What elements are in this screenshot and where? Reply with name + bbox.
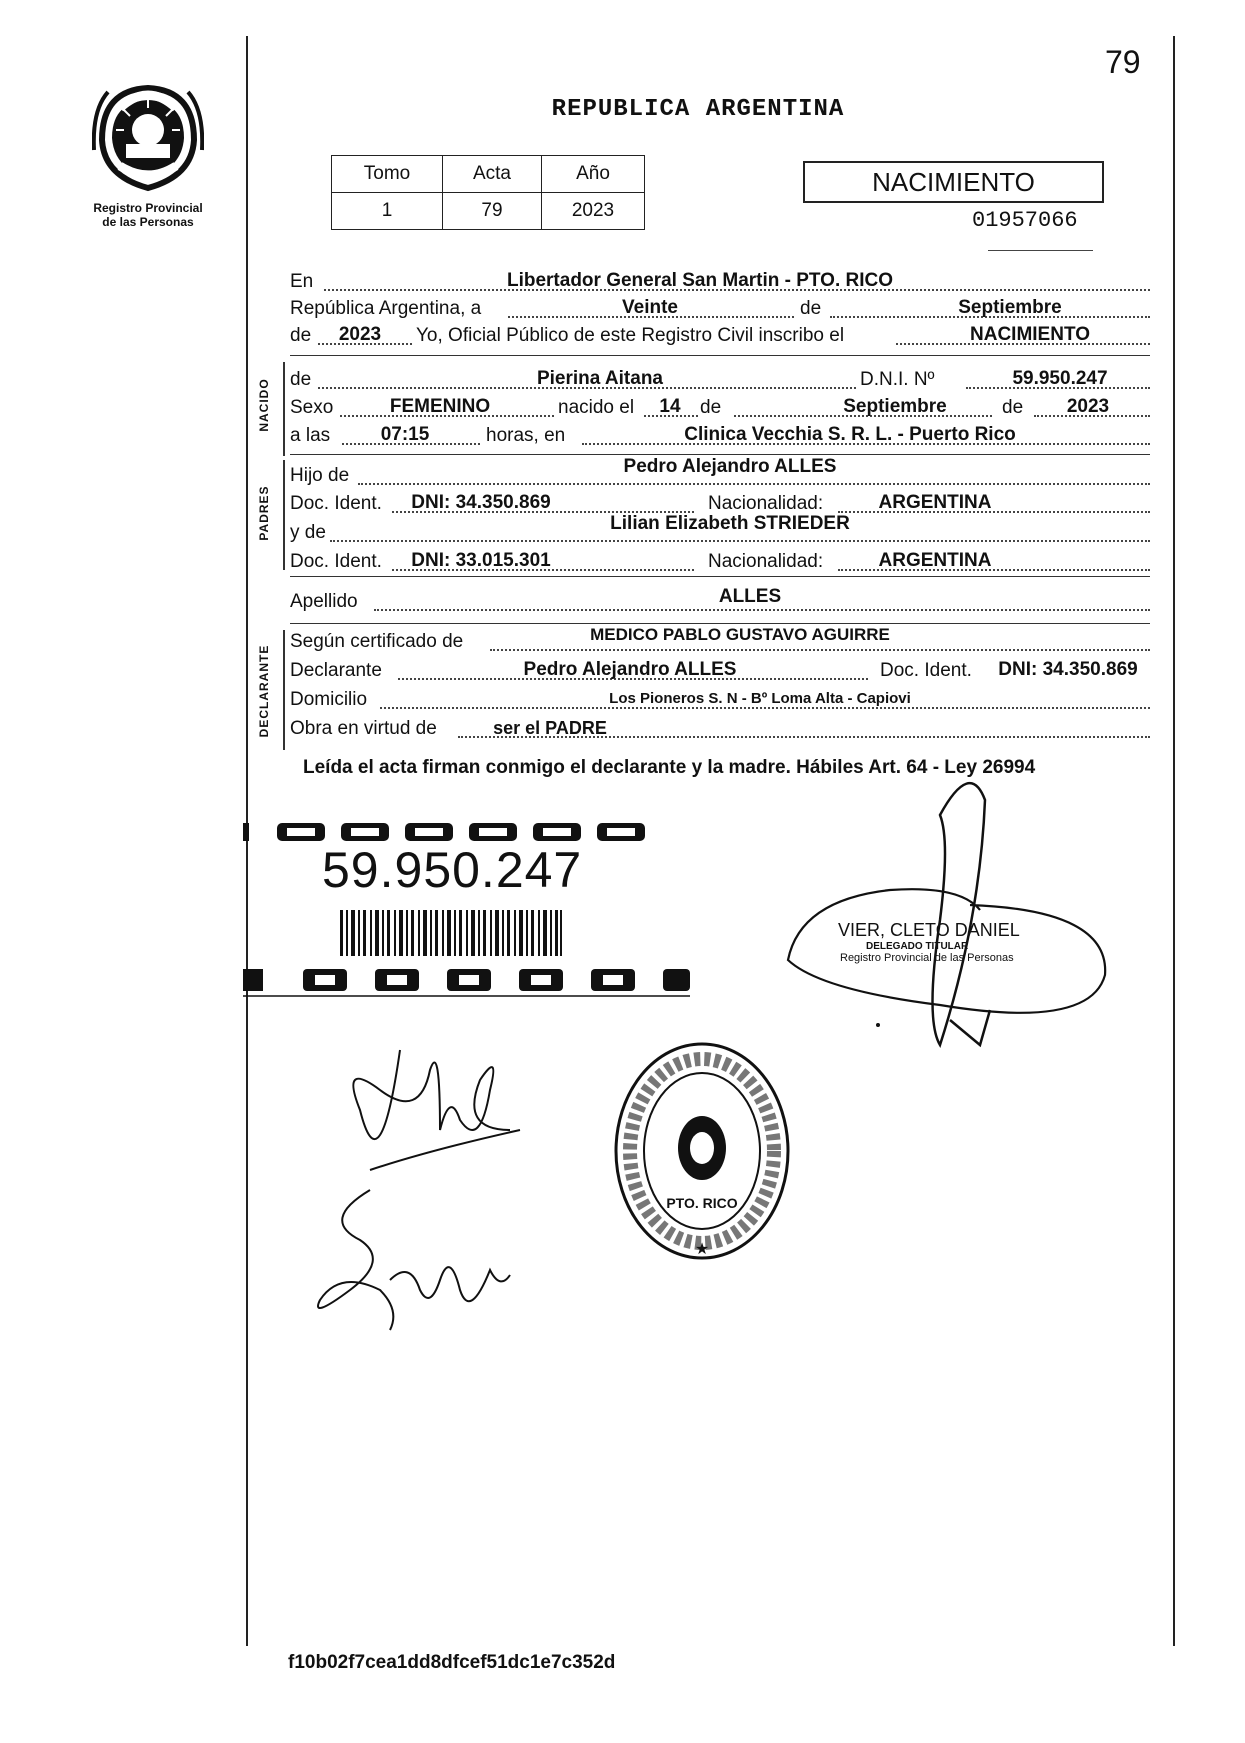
obra-value: ser el PADRE	[493, 718, 607, 738]
closing-note: Leída el acta firman conmigo el declarante y la madre. Hábiles Art. 64 - Ley 26994	[303, 757, 1036, 778]
cert-value: MEDICO PABLO GUSTAVO AGUIRRE	[590, 625, 890, 644]
child-name-value: Pierina Aitana	[536, 368, 663, 389]
anio-header: Año	[542, 156, 645, 193]
separator	[290, 355, 1150, 356]
doc-label: Doc. Ident.	[290, 493, 382, 514]
decl-value: Pedro Alejandro ALLES	[523, 659, 737, 680]
official-seal-icon	[612, 1040, 792, 1262]
right-margin-line	[1173, 36, 1175, 1646]
officer-org: Registro Provincial de las Personas	[840, 952, 1014, 964]
separator	[290, 576, 1150, 577]
dom-label: Domicilio	[290, 689, 368, 710]
hijo-label: Hijo de	[290, 465, 350, 486]
dni-label: D.N.I. Nº	[860, 369, 935, 390]
birth-day-value: 14	[659, 396, 681, 417]
month-value: Septiembre	[958, 297, 1062, 318]
row-declarante	[290, 658, 1150, 684]
row-madre	[290, 513, 1150, 546]
padres-section-label: PADRES	[257, 485, 271, 541]
barcode-graphic	[340, 910, 562, 956]
birth-month-value: Septiembre	[843, 396, 947, 417]
cert-label: Según certificado de	[290, 631, 464, 652]
yde-label: y de	[290, 522, 326, 543]
register-table	[331, 155, 645, 230]
row-anio	[290, 323, 1150, 349]
serial-underline	[988, 250, 1093, 251]
de-label: de	[700, 397, 722, 418]
row-sexo	[290, 395, 1150, 421]
nac-label: Nacionalidad:	[708, 493, 824, 514]
republic-label: República Argentina, a	[290, 298, 482, 319]
dots	[358, 479, 1150, 485]
de-label: de	[800, 298, 822, 319]
declarante-bar	[283, 630, 285, 750]
horas-label: horas, en	[486, 425, 566, 446]
serial-number: 01957066	[972, 208, 1078, 233]
dom-value: Los Pioneros S. N - Bº Loma Alta - Capiovi	[609, 690, 911, 707]
decl-label: Declarante	[290, 660, 382, 681]
decl-doc-value: DNI: 34.350.869	[998, 659, 1138, 680]
act-type-value: NACIMIENTO	[970, 324, 1090, 345]
doc-label: Doc. Ident.	[290, 551, 382, 572]
seal-center-text: PTO. RICO	[666, 1195, 738, 1211]
place-value: Libertador General San Martin - PTO. RICO	[506, 270, 894, 291]
year-prefix: de	[290, 325, 312, 346]
anio-value: 2023	[542, 193, 645, 230]
row-apellido	[290, 586, 1150, 615]
sexo-label: Sexo	[290, 397, 334, 418]
tomo-header: Tomo	[332, 156, 443, 193]
row-domicilio	[290, 687, 1150, 713]
statement-text: Yo, Oficial Público de este Registro Civil inscribo el	[416, 325, 845, 346]
emblem-caption	[66, 201, 230, 229]
svg-text:★: ★	[694, 1241, 710, 1258]
record-type-box: NACIMIENTO	[803, 161, 1104, 203]
document-hash: f10b02f7cea1dd8dfcef51dc1e7c352d	[288, 1652, 616, 1673]
emblem-caption-line2: de las Personas	[102, 215, 194, 229]
nacido-label: nacido el	[558, 397, 635, 418]
padres-bar	[283, 460, 285, 570]
declarante-section-label: DECLARANTE	[257, 644, 271, 738]
nacido-section-label: NACIDO	[257, 378, 271, 432]
doc-label: Doc. Ident.	[880, 660, 972, 681]
dni-overlay-number: 59.950.247	[322, 842, 583, 898]
de-label: de	[1002, 397, 1024, 418]
row-nombre	[290, 367, 1150, 393]
father-name-value: Pedro Alejandro ALLES	[623, 456, 837, 477]
father-nat-value: ARGENTINA	[878, 492, 992, 513]
mother-signature	[300, 1180, 520, 1340]
emblem-caption-line1: Registro Provincial	[93, 201, 203, 215]
mother-doc-value: DNI: 33.015.301	[411, 550, 551, 571]
dots	[490, 645, 1150, 651]
acta-value: 79	[443, 193, 542, 230]
birth-place-value: Clinica Vecchia S. R. L. - Puerto Rico	[684, 424, 1016, 445]
officer-role: DELEGADO TITULAR	[866, 941, 969, 952]
child-dni-value: 59.950.247	[1012, 368, 1108, 389]
obra-label: Obra en virtud de	[290, 718, 437, 739]
row-hijo	[290, 456, 1150, 489]
row-hora	[290, 423, 1150, 449]
nac-label: Nacionalidad:	[708, 551, 824, 572]
father-doc-value: DNI: 34.350.869	[411, 492, 551, 513]
document-title: REPUBLICA ARGENTINA	[551, 96, 845, 123]
mother-name-value: Lilian Elizabeth STRIEDER	[610, 513, 850, 534]
nacido-bar	[283, 362, 285, 456]
year-value: 2023	[338, 324, 382, 345]
page-number: 79	[1105, 44, 1141, 80]
row-certificado	[290, 625, 1150, 655]
provincial-emblem-icon	[92, 80, 204, 192]
security-strip-bottom	[243, 965, 690, 997]
row-fecha	[290, 296, 1150, 322]
alas-label: a las	[290, 425, 331, 446]
en-label: En	[290, 271, 314, 292]
sexo-value: FEMENINO	[389, 396, 491, 417]
mother-nat-value: ARGENTINA	[878, 550, 992, 571]
acta-header: Acta	[443, 156, 542, 193]
separator	[290, 623, 1150, 624]
row-mother-doc	[290, 549, 1150, 575]
time-value: 07:15	[380, 424, 430, 445]
row-en	[290, 269, 1150, 295]
tomo-value: 1	[332, 193, 443, 230]
birth-year-value: 2023	[1066, 396, 1110, 417]
separator	[290, 454, 1150, 455]
day-value: Veinte	[622, 297, 678, 318]
apellido-value: ALLES	[718, 586, 782, 607]
officer-name: VIER, CLETO DANIEL	[838, 920, 1020, 940]
apellido-label: Apellido	[290, 591, 358, 612]
de-label: de	[290, 369, 312, 390]
dots	[330, 536, 1150, 542]
